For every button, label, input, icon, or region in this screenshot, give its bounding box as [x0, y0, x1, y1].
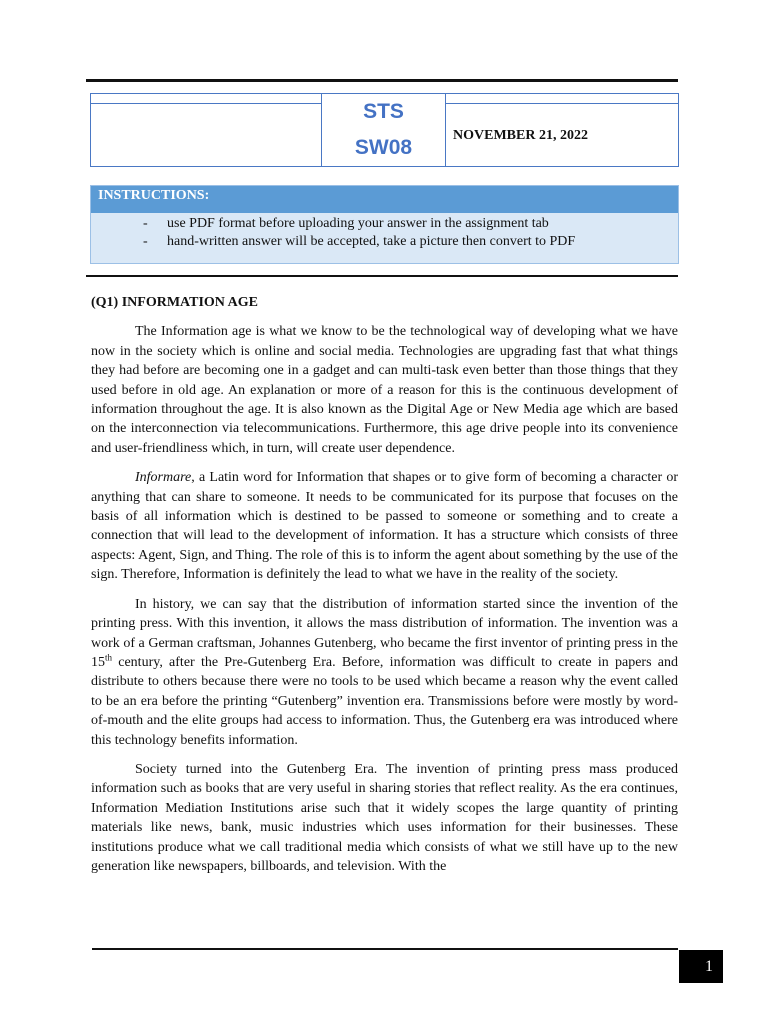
footer-rule	[92, 948, 678, 950]
activity-code: SW08	[354, 136, 413, 159]
page-number: 1	[679, 950, 723, 983]
instructions-list	[91, 215, 678, 251]
paragraph-3-text-a: In history, we can say that the distribution of information started since the invention of the printing press. With this invention, it allows the mass distribution of information. The invention was a work of a German craftsman, Johannes Gutenberg, who became the first inventor of printing press in the 15	[91, 596, 678, 670]
section-title: (Q1) INFORMATION AGE	[91, 295, 258, 310]
paragraph-2	[91, 468, 678, 584]
paragraph-2-text: , a Latin word for Information that shapes or to give form of becoming a character or anything that can share to someone. It needs to be communicated for its purpose that focuses on the basis of all information which is destined to be passed to someone or something and to create a connection that will lead to the development of information. It has a structure which consists of three aspects: Agent, Sign, and Thing. The role of this is to inform the agent about something by the use of the sign. Therefore, Information is definitely the lead to what we have in the reality of the society.	[91, 470, 678, 583]
document-date: NOVEMBER 21, 2022	[453, 127, 588, 143]
document-body	[91, 293, 678, 886]
header-cell-empty-2	[446, 94, 679, 104]
paragraph-1: The Information age is what we know to be the technological way of developing what we have now in the society which is online and social media. Technologies are upgrading fast that what things they had before are becoming one in a gadget and can multi-task even better than those things that they used before in old age. An explanation or more of a reason for this is the continuous development of information throughout the age. It is also known as the Digital Age or New Media age which are based on the interconnection via telecommunications. Furthermore, this age drive people into its convenience and user-friendliness which, in turn, will create user dependence.	[91, 324, 678, 456]
paragraph-3	[91, 595, 678, 750]
instruction-item: - hand-written answer will be accepted, take a picture then convert to PDF	[143, 233, 678, 251]
header-cell-empty-3	[91, 103, 322, 166]
top-rule	[86, 79, 678, 82]
header-table	[90, 93, 679, 167]
instructions-heading: INSTRUCTIONS:	[91, 186, 678, 213]
instructions-box	[90, 185, 679, 264]
instruction-item: - use PDF format before uploading your answer in the assignment tab	[143, 215, 678, 233]
latin-term: Informare	[135, 470, 192, 486]
course-code: STS	[363, 100, 404, 123]
paragraph-3-text-b: century, after the Pre-Gutenberg Era. Before, information was difficult to create in papers and distribute to others because there were no tools to be used which became a reason why the event called to be an era before the printing “Gutenberg” invention era. Transmissions before were mostly by word-of-mouth and the elite groups had access to information. Thus, the Gutenberg era was introduced where this technology benefits information.	[91, 654, 678, 748]
date-cell	[446, 103, 679, 166]
ordinal-suffix: th	[105, 652, 113, 663]
paragraph-4: Society turned into the Gutenberg Era. The invention of printing press mass produced information such as books that are very useful in sharing stories that reflect reality. As the era continues, Information Mediation Institutions arise such that it widely scopes the large quantity of printing materials like news, bank, music industries which uses information for their businesses. These institutions produce what we call traditional media which consists of what we still have up to the new generation like newspapers, billboards, and television. With the	[91, 761, 678, 874]
section-divider	[86, 275, 678, 277]
course-code-cell	[322, 94, 446, 167]
header-cell-empty-1	[91, 94, 322, 104]
